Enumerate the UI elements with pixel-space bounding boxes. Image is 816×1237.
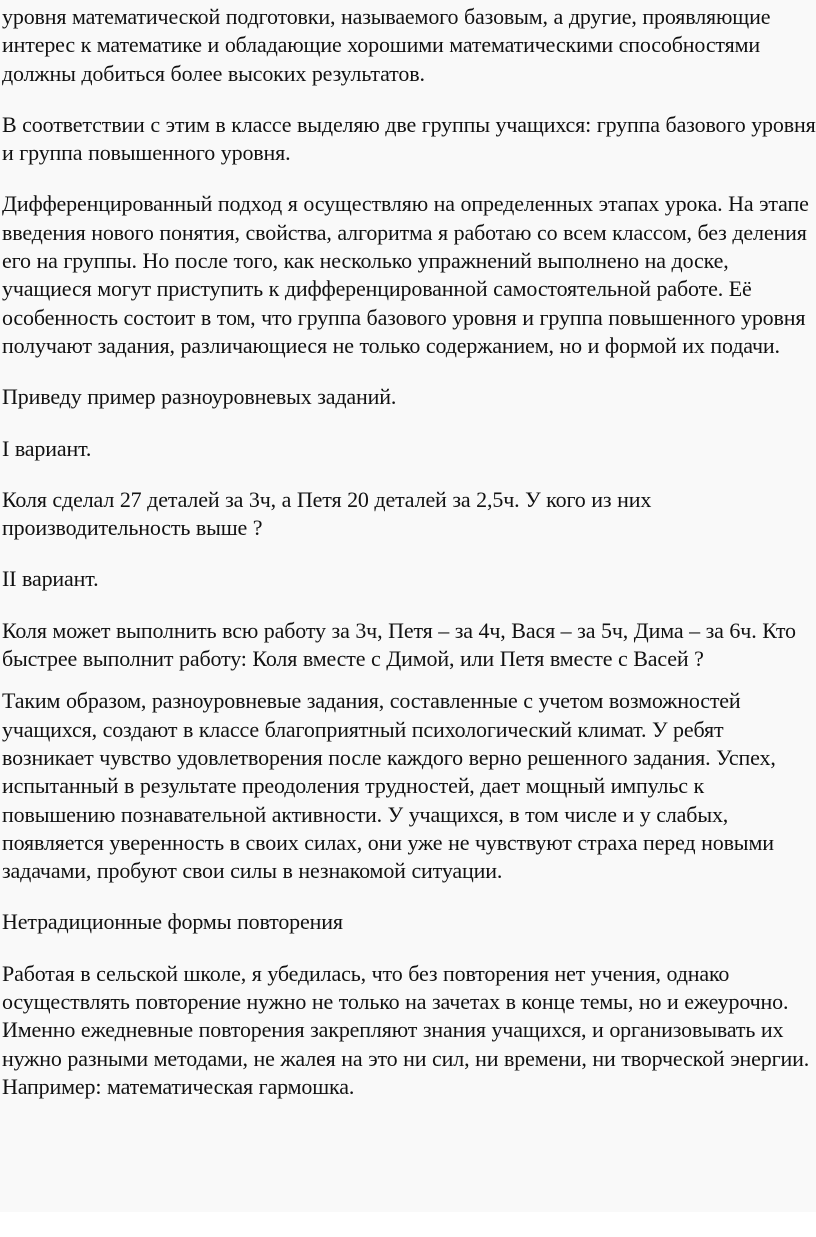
paragraph-differentiated-approach: Дифференцированный подход я осуществляю на определенных этапах урока. На этапе введения нового понятия, свойства, алгоритма я работаю со всем классом, без деления его на группы. Но после того, как несколько упражнений выполнено на доске, учащиеся могут приступить к дифференцированной самостоятельной работе. Её особенность состоит в том, что группа базового уровня и группа повышенного уровня получают задания, различающиеся не только содержанием, но и формой их подачи. — [2, 191, 809, 358]
paragraph-two-groups: В соответствии с этим в классе выделяю две группы учащихся: группа базового уровня и группа повышенного уровня. — [2, 111, 816, 166]
paragraph-repetition: Работая в сельской школе, я убедилась, что без повторения нет учения, однако осуществлять повторение нужно не только на зачетах в конце темы, но и ежеурочно. Именно ежедневные повторения закрепляют знания учащихся, и организовывать их нужно разными методами, не жалея на это ни сил, ни времени, ни творческой энергии. Например: математическая гармошка. — [2, 960, 810, 1099]
paragraph-conclusion: Таким образом, разноуровневые задания, составленные с учетом возможностей учащихся, создают в классе благоприятный психологический климат. У ребят возникает чувство удовлетворения после каждого верно решенного задания. Успех, испытанный в результате преодоления трудностей, дает мощный импульс к повышению познавательной активности. У учащихся, в том числе и у слабых, появляется уверенность в своих силах, они уже не чувствуют страха перед новыми задачами, пробуют свои силы в незнакомой ситуации. — [2, 688, 776, 884]
variant-two-heading: II вариант. — [2, 566, 99, 592]
variant-one-heading: I вариант. — [2, 435, 92, 461]
variant-one-task: Коля сделал 27 деталей за 3ч, а Петя 20 деталей за 2,5ч. У кого из них производительность выше ? — [2, 486, 652, 541]
document-body — [2, 3, 816, 1124]
paragraph-example-intro: Приведу пример разноуровневых заданий. — [2, 384, 397, 410]
paragraph-intro-continuation: уровня математической подготовки, называемого базовым, а другие, проявляющие интерес к математике и обладающие хорошими математическими способностями должны добиться более высоких результатов. — [2, 4, 771, 86]
variant-two-task: Коля может выполнить всю работу за 3ч, Петя – за 4ч, Вася – за 5ч, Дима – за 6ч. Кто быстрее выполнит работу: Коля вместе с Димой, или Петя вместе с Васей ? — [2, 617, 796, 672]
section-heading-repetition: Нетрадиционные формы повторения — [2, 909, 343, 935]
